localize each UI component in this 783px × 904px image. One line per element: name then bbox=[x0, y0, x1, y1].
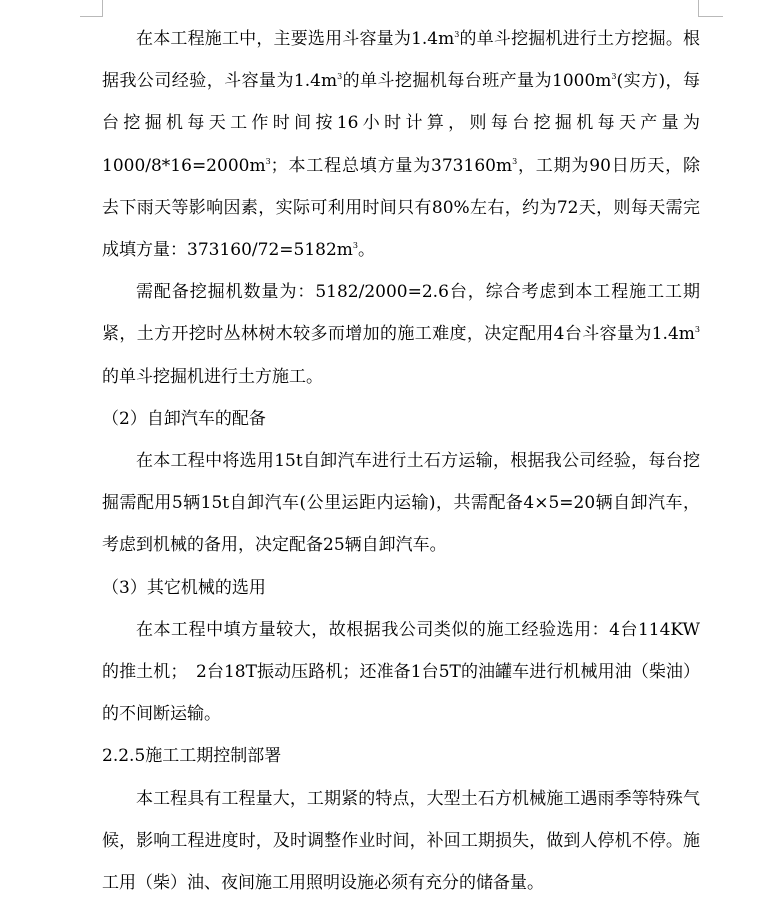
heading-other-machinery: （3）其它机械的选用 bbox=[102, 577, 266, 598]
paragraph-schedule-control: 本工程具有工程量大，工期紧的特点，大型土石方机械施工遇雨季等特殊气候，影响工程进度时，及时调整作业时间，补回工期损失，做到人停机不停。施工用（柴）油、夜间施工用照明设施必须有充分的储备量。 bbox=[102, 788, 700, 894]
paragraph-excavator-output: 在本工程施工中，主要选用斗容量为$1.4m^3$的单斗挖掘机进行土方挖掘。根据我公司经验，斗容量为$1.4m^3$的单斗挖掘机每台班产量为$1000m^3$(实方)，每台挖掘机每天工作时间按16小时计算，则每台挖掘机每天产量为$1000/8*16=2000m^3$；本工程总填方量为$373160m^3$，工期为90日历天，除去下雨天等影响因素，实际可利用时间只有80%左右，约为72天，则每天需完成填方量：$373160/72=5182m^3$。 bbox=[102, 29, 701, 261]
page-corner-mark-left bbox=[80, 0, 103, 17]
paragraph-dump-truck: 在本工程中将选用15t自卸汽车进行土石方运输，根据我公司经验，每台挖掘需配用5辆15t自卸汽车(公里运距内运输)，共需配备4×5=20辆自卸汽车，考虑到机械的备用，决定配备25辆自卸汽车。 bbox=[102, 451, 700, 556]
paragraph-other-machinery: 在本工程中填方量较大，故根据我公司类似的施工经验选用：4台114KW的推土机； 2台18T振动压路机；还准备1台5T的油罐车进行机械用油（柴油）的不间断运输。 bbox=[102, 619, 700, 725]
heading-dump-truck: （2）自卸汽车的配备 bbox=[102, 408, 266, 429]
paragraph-excavator-count: 需配备挖掘机数量为：5182/2000=2.6台，综合考虑到本工程施工工期紧，土方开挖时丛林树木较多而增加的施工难度，决定配用4台斗容量为$1.4m^3$的单斗挖掘机进行土方施工。 bbox=[102, 282, 700, 387]
document-body bbox=[102, 18, 700, 904]
heading-schedule-control: 2.2.5施工工期控制部署 bbox=[102, 746, 282, 767]
page-corner-mark-right bbox=[698, 0, 723, 17]
